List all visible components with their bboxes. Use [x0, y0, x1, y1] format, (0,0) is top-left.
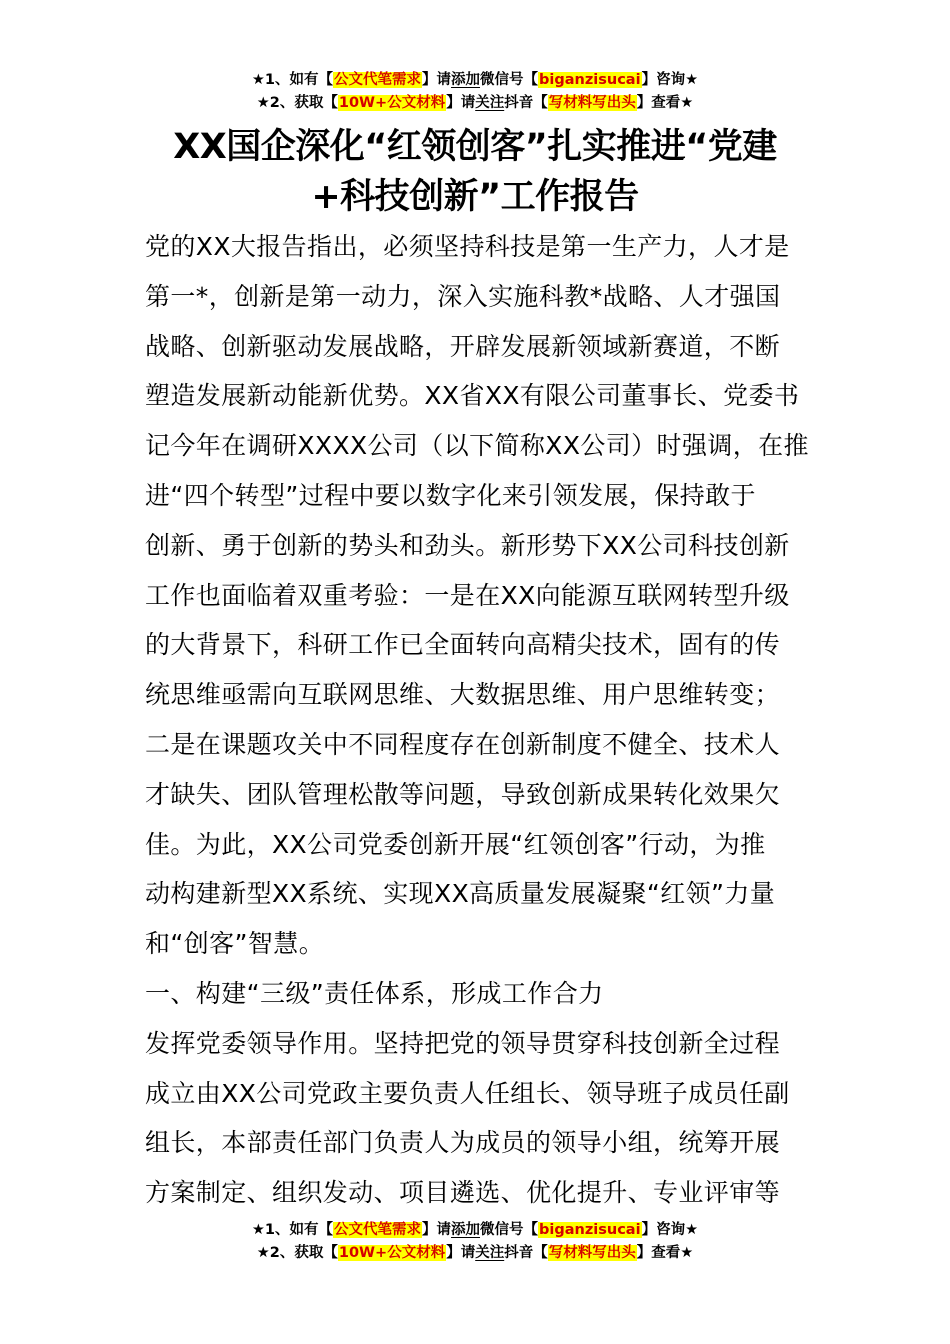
promo-douyin-id: 写材料写出头: [548, 1245, 636, 1261]
promo-underline: 添加: [451, 72, 481, 88]
body-line: 第一*，创新是第一动力，深入实施科教*战略、人才强国: [145, 281, 781, 311]
document-body: [145, 222, 810, 1218]
promo-underline: 关注: [475, 95, 505, 111]
promo-wechat-id: biganzisucai: [539, 1222, 641, 1238]
promo-highlight: 公文代笔需求: [334, 72, 422, 88]
promo-highlight: 10W+公文材料: [338, 1245, 446, 1261]
title-line: XX国企深化“红领创客”扎实推进“党建: [173, 127, 777, 167]
promo-highlight: 10W+公文材料: [338, 95, 446, 111]
promo-header: [0, 69, 950, 115]
promo-footer: [0, 1219, 950, 1265]
body-line: 塑造发展新动能新优势。XX省XX有限公司董事长、党委书: [145, 381, 800, 411]
promo-text: 】咨询★: [641, 72, 699, 88]
body-line: 进“四个转型”过程中要以数字化来引领发展，保持敢于: [145, 480, 756, 510]
promo-text: 】查看★: [636, 95, 694, 111]
promo-text: 微信号【: [480, 72, 539, 88]
section-heading: 一、构建“三级”责任体系，形成工作合力: [145, 978, 604, 1008]
promo-line-2: [0, 92, 950, 115]
promo-text: 微信号【: [480, 1222, 539, 1238]
promo-highlight: 公文代笔需求: [334, 1222, 422, 1238]
promo-text: 抖音【: [504, 95, 548, 111]
body-line: 发挥党委领导作用。坚持把党的领导贯穿科技创新全过程: [145, 1028, 781, 1058]
document-title: [150, 122, 800, 222]
promo-text: ★2、获取【: [256, 1245, 338, 1261]
promo-underline: 添加: [451, 1222, 481, 1238]
title-line: +科技创新”工作报告: [311, 177, 639, 217]
body-line: 战略、创新驱动发展战略，开辟发展新领域新赛道，不断: [145, 331, 781, 361]
body-line: 方案制定、组织发动、项目遴选、优化提升、专业评审等: [145, 1178, 781, 1208]
body-line: 创新、勇于创新的势头和劲头。新形势下XX公司科技创新: [145, 530, 790, 560]
promo-text: ★1、如有【: [251, 72, 334, 88]
promo-line-1: [0, 69, 950, 92]
body-line: 党的XX大报告指出，必须坚持科技是第一生产力，人才是: [145, 232, 790, 261]
promo-text: 】请: [422, 1222, 452, 1238]
promo-text: 】查看★: [636, 1245, 694, 1261]
body-line: 成立由XX公司党政主要负责人任组长、领导班子成员任副: [145, 1078, 790, 1108]
promo-wechat-id: biganzisucai: [539, 72, 641, 88]
body-line: 二是在课题攻关中不同程度存在创新制度不健全、技术人: [145, 729, 781, 759]
body-line: 动构建新型XX系统、实现XX高质量发展凝聚“红领”力量: [145, 879, 776, 909]
promo-text: 】请: [446, 1245, 476, 1261]
promo-line-1: [0, 1219, 950, 1242]
promo-text: ★2、获取【: [256, 95, 338, 111]
promo-text: 抖音【: [504, 1245, 548, 1261]
promo-text: 】咨询★: [641, 1222, 699, 1238]
promo-underline: 关注: [475, 1245, 505, 1261]
promo-douyin-id: 写材料写出头: [548, 95, 636, 111]
promo-text: 】请: [446, 95, 476, 111]
body-line: 佳。为此，XX公司党委创新开展“红领创客”行动，为推: [145, 829, 766, 859]
promo-line-2: [0, 1242, 950, 1265]
promo-text: 】请: [422, 72, 452, 88]
body-line: 组长，本部责任部门负责人为成员的领导小组，统筹开展: [145, 1128, 781, 1158]
body-line: 和“创客”智慧。: [145, 929, 325, 959]
body-line: 的大背景下，科研工作已全面转向高精尖技术，固有的传: [145, 630, 781, 660]
body-line: 才缺失、团队管理松散等问题，导致创新成果转化效果欠: [145, 779, 781, 809]
promo-text: ★1、如有【: [251, 1222, 334, 1238]
body-line: 工作也面临着双重考验：一是在XX向能源互联网转型升级: [145, 580, 790, 610]
body-line: 统思维亟需向互联网思维、大数据思维、用户思维转变；: [145, 680, 781, 710]
body-line: 记今年在调研XXXX公司（以下简称XX公司）时强调，在推: [145, 431, 809, 461]
